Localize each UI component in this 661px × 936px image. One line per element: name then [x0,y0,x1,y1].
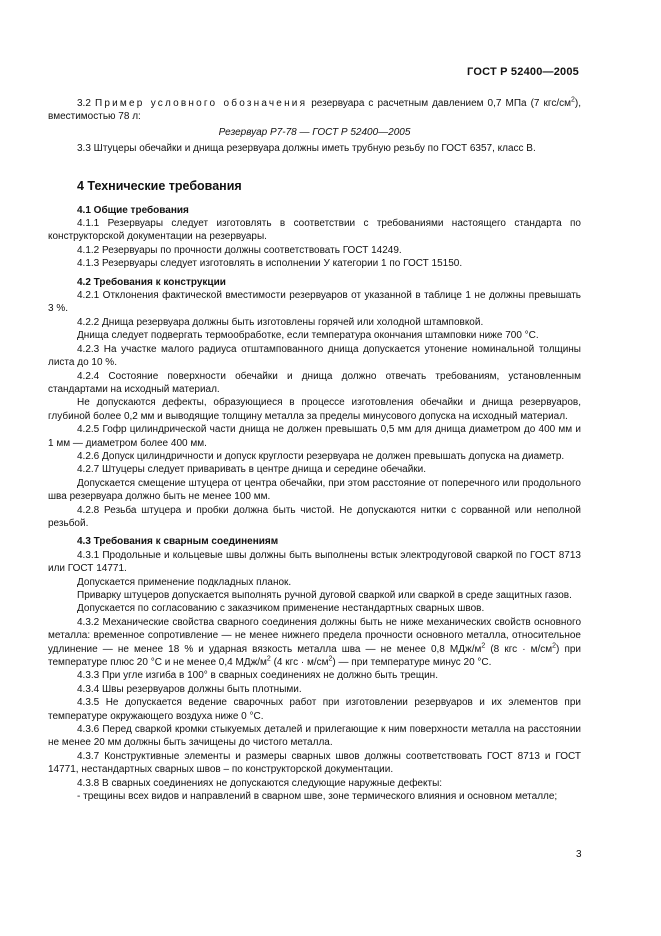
paragraph: Приварку штуцеров допускается выполнять ручной дуговой сваркой или сваркой в среде защитных газов. [77,590,572,601]
subsection-4-2 [48,289,581,530]
paragraph-text: (4 кгс · м/см [270,657,329,669]
paragraph: Допускается по согласованию с заказчиком применение нестандартных сварных швов. [77,603,485,615]
paragraph-text: ) — при температуре минус 20 °С. [332,657,492,669]
spaced-term: Пример условного обозначения [94,98,308,109]
paragraph-text: резервуара с расчетным давлением 0,7 МПа (7 кгс/см [307,98,571,109]
paragraph-3-3: 3.3 Штуцеры обечайки и днища резервуара должны иметь трубную резьбу по ГОСТ 6357, класс В. [77,143,536,155]
document-body [48,97,581,804]
paragraph-text: ) при температуре плюс 20 °С и не менее 0,4 МДж/м [48,643,582,669]
paragraph-4-3-2 [48,616,581,670]
superscript: 2 [570,96,575,104]
paragraph: 4.3.5 Не допускается ведение сварочных работ при изготовлении резервуаров и их элементов при температуре окружающего воздуха ниже 0 °С. [48,697,581,722]
paragraph: 4.2.6 Допуск цилиндричности и допуск круглости резервуара не должен превышать допуска на диаметр. [77,450,565,462]
subsection-4-1-title: 4.1 Общие требования [77,204,189,216]
paragraph-text: (8 кгс · м/см [485,643,553,655]
subsection-4-3-title: 4.3 Требования к сварным соединениям [77,536,279,548]
clause-number: 3.2 [77,98,91,109]
paragraph: 4.3.3 При угле изгиба в 100° в сварных соединениях не должно быть трещин. [77,670,438,682]
paragraph: 4.1.3 Резервуары следует изготовлять в исполнении У категории 1 по ГОСТ 15150. [77,258,463,270]
paragraph: 4.2.2 Днища резервуара должны быть изготовлены горячей или холодной штамповкой. [77,316,484,328]
page-number: 3 [576,849,582,860]
paragraph: 4.3.8 В сварных соединениях не допускаются следующие наружные дефекты: [77,777,443,789]
paragraph: Допускается смещение штуцера от центра обечайки, при этом расстояние от поперечного или продольного шва резервуара должно быть не менее 100 мм. [48,477,581,503]
paragraph-text: 4.3.2 Механические свойства сварного соединения должны быть не ниже механических свойств основного металла: временное сопротивление — не менее нижнего предела прочности основного металла, относительное удлинение — не менее 18 % и ударная вязкость металла шва — не менее 0,8 МДж/м [48,616,581,655]
subsection-4-1 [48,217,581,271]
paragraph: 4.2.8 Резьба штуцера и пробки должна быть чистой. Не допускаются нитки с сорванной или неполной резьбой. [48,504,581,529]
paragraph: 4.2.4 Состояние поверхности обечайки и днища должно отвечать требованиям, установленным стандартами на исходный материал. [48,370,581,395]
superscript: 2 [552,642,557,650]
superscript: 2 [266,655,271,663]
designation-example: Резервуар Р7-78 — ГОСТ Р 52400—2005 [218,126,411,138]
paragraph: 4.2.3 На участке малого радиуса отштампованного днища допускается утонение номинальной толщины листа до 10 %. [48,343,581,369]
superscript: 2 [328,655,333,663]
paragraph: 4.3.1 Продольные и кольцевые швы должны быть выполнены встык электродуговой сваркой по ГОСТ 8713 или ГОСТ 14771. [48,549,581,575]
paragraph: 4.3.7 Конструктивные элементы и размеры сварных швов должны соответствовать ГОСТ 8713 и ГОСТ 14771, нестандартных сварных швов – по конструкторской документации. [48,750,581,776]
paragraph: 4.2.5 Гофр цилиндрической части днища не должен превышать 0,5 мм для днища диаметром до 400 мм и 1 мм — диаметром более 400 мм. [48,424,581,449]
section-4-title: 4 Технические требования [77,178,242,193]
paragraph: Не допускаются дефекты, образующиеся в процессе изготовления обечайки и днища резервуаров, глубиной более 0,2 мм и выводящие толщину металла за пределы минусового допуска на исходный материал. [48,397,581,422]
subsection-4-3 [48,549,581,804]
paragraph: 4.3.4 Швы резервуаров должны быть плотными. [77,683,302,695]
paragraph: 4.2.1 Отклонения фактической вместимости резервуаров от указанной в таблице 1 не должны превышать 3 %. [48,290,581,315]
paragraph: 4.2.7 Штуцеры следует приваривать в центре днища и середине обечайки. [77,464,427,476]
paragraph: Днища следует подвергать термообработке, если температура окончания штамповки ниже 700 °С. [77,330,539,342]
paragraph: 4.1.1 Резервуары следует изготовлять в соответствии с требованиями настоящего стандарта по конструкторской документации на резервуары. [48,218,581,243]
paragraph: 4.3.6 Перед сваркой кромки стыкуемых деталей и прилегающие к ним поверхности металла на расстоянии не менее 20 мм должны быть зачищены до чистого металла. [48,724,581,749]
paragraph: - трещины всех видов и направлений в сварном шве, зоне термического влияния и основном металле; [77,791,558,803]
superscript: 2 [481,642,486,650]
paragraph: 4.1.2 Резервуары по прочности должны соответствовать ГОСТ 14249. [77,244,402,256]
paragraph: Допускается применение подкладных планок. [77,576,292,588]
document-header: ГОСТ Р 52400—2005 [467,66,579,78]
paragraph-text: ), вместимостью 78 л: [48,98,581,123]
paragraph-3-2 [48,97,581,124]
subsection-4-2-title: 4.2 Требования к конструкции [77,276,226,288]
